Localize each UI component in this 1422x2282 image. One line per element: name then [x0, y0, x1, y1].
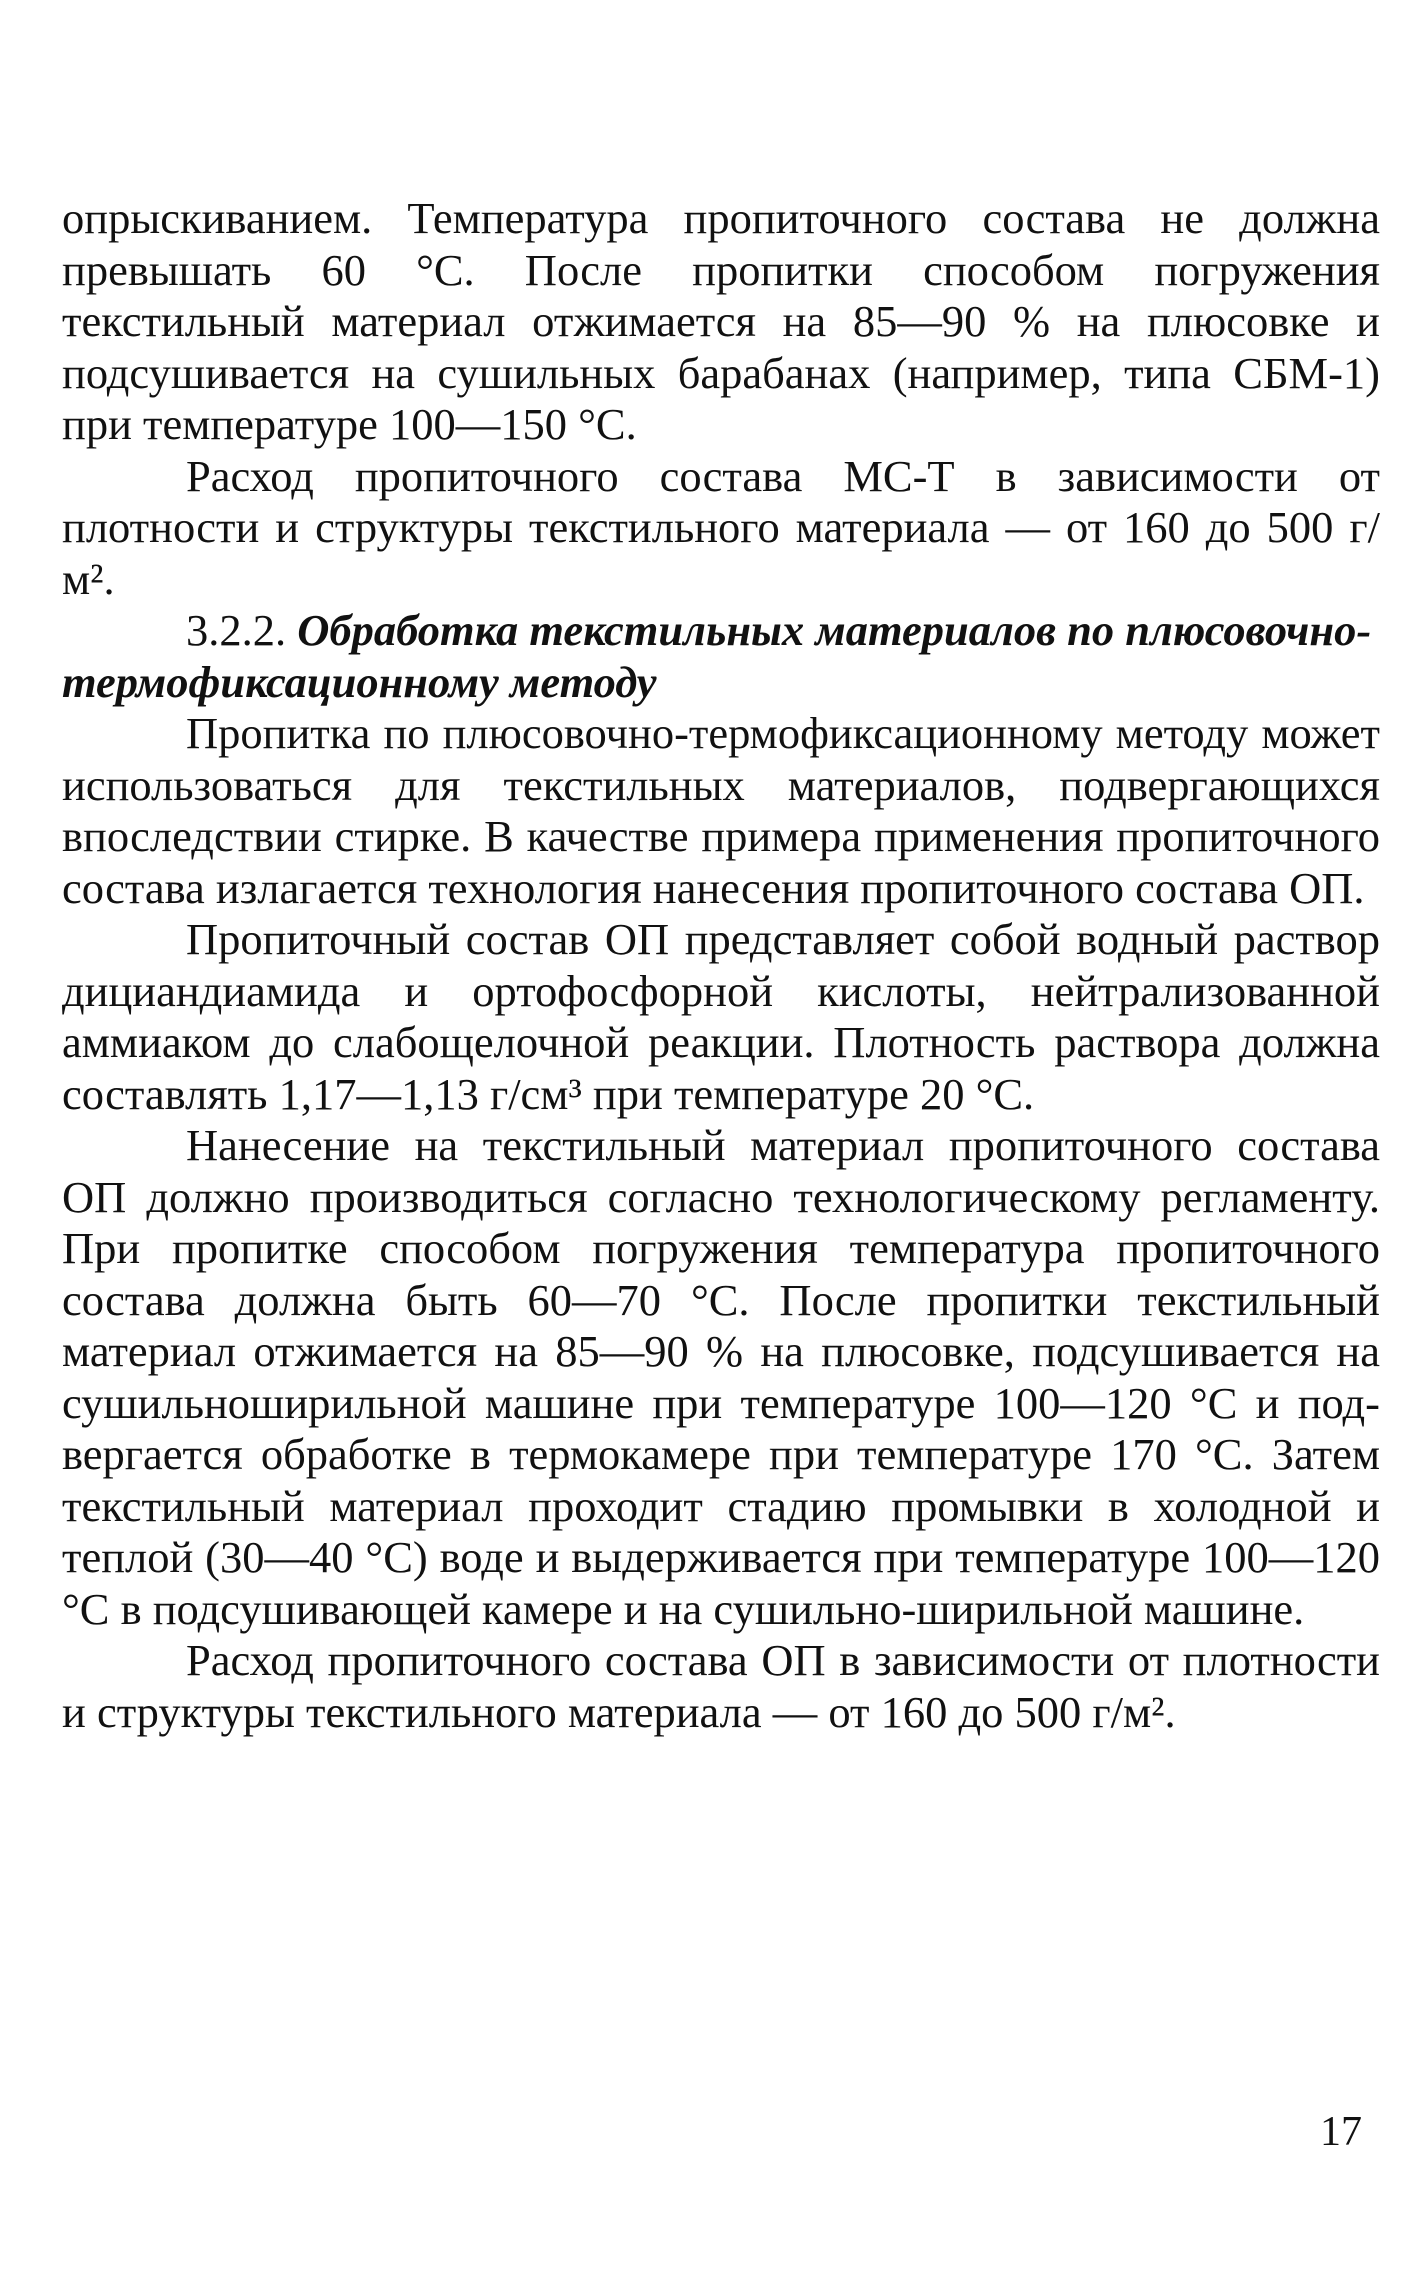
page-body: [62, 193, 1380, 1738]
paragraph-3: Пропитка по плюсовочно-термофиксационному методу может использоваться для текстильных материалов, подвергающихся впоследствии стирке. В качестве примера применения пропиточного состава излагается технология нанесения пропиточного состава ОП.: [62, 708, 1380, 913]
section-heading: [62, 605, 1380, 708]
paragraph-2: Расход пропиточного состава МС-Т в зависимости от плотности и структуры текстильного материала — от 160 до 500 г/м².: [62, 450, 1380, 604]
section-title: Обработка текстильных материалов по плюсовочно-термофиксационному методу: [62, 605, 1372, 707]
paragraph-5: Нанесение на текстильный материал пропиточного состава ОП должно производиться согласно технологическому регламенту. При пропитке способом погружения температура пропиточного состава должна быть 60—70 °С. После пропитки текстильный материал отжимается на 85—90 % на плюсовке, подсушивается на сушильноширильной машине при температуре 100—120 °С и подвергается обработке в термокамере при температуре 170 °С. Затем текстильный материал проходит стадию промывки в холодной и теплой (30—40 °С) воде и выдерживается при температуре 100—120 °С в подсушивающей камере и на сушильно-ширильной машине.: [62, 1120, 1380, 1634]
page-number: 17: [1320, 2109, 1362, 2155]
paragraph-4: Пропиточный состав ОП представляет собой водный раствор дициандиамида и ортофосфорной кислоты, нейтрализованной аммиаком до слабощелочной реакции. Плотность раствора должна составлять 1,17—1,13 г/см³ при температуре 20 °С.: [62, 914, 1380, 1119]
paragraph-1: опрыскиванием. Температура пропиточного состава не должна превышать 60 °С. После пропитки способом погружения текстильный материал отжимается на 85—90 % на плюсовке и подсушивается на сушильных барабанах (например, типа СБМ-1) при температуре 100—150 °С.: [62, 193, 1380, 449]
paragraph-6: Расход пропиточного состава ОП в зависимости от плотности и структуры текстильного материала — от 160 до 500 г/м².: [62, 1635, 1380, 1737]
section-number: 3.2.2.: [186, 605, 287, 655]
